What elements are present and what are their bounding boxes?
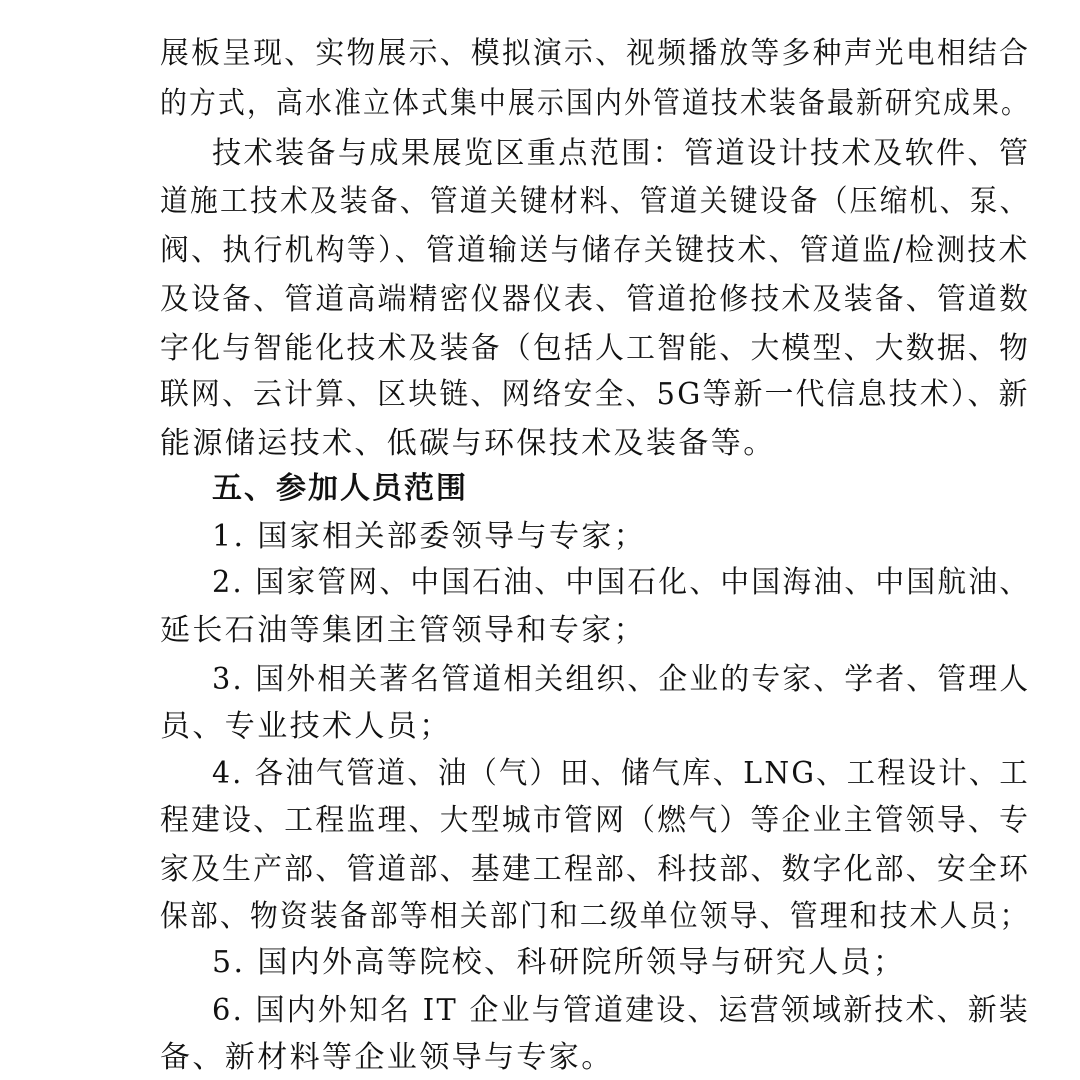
- text-line: 的方式，高水准立体式集中展示国内外管道技术装备最新研究成果。: [160, 86, 1031, 121]
- text-line: 阀、执行机构等）、管道输送与储存关键技术、管道监/检测技术: [160, 233, 1030, 268]
- list-item-continuation: 保部、物资装备部等相关部门和二级单位领导、管理和技术人员；: [160, 899, 1030, 934]
- text-line: 联网、云计算、区块链、网络安全、5G等新一代信息技术）、新: [160, 377, 1030, 412]
- list-item: 2. 国家管网、中国石油、中国石化、中国海油、中国航油、: [212, 565, 1031, 600]
- list-item-continuation: 家及生产部、管道部、基建工程部、科技部、数字化部、安全环: [160, 852, 1031, 887]
- list-item: 1. 国家相关部委领导与专家；: [212, 519, 647, 554]
- list-item-continuation: 备、新材料等企业领导与专家。: [160, 1040, 614, 1075]
- list-item: 4. 各油气管道、油（气）田、储气库、LNG、工程设计、工: [212, 756, 1030, 791]
- text-line: 能源储运技术、低碳与环保技术及装备等。: [160, 426, 776, 461]
- text-line: 展板呈现、实物展示、模拟演示、视频播放等多种声光电相结合: [160, 36, 1031, 71]
- list-item: 3. 国外相关著名管道相关组织、企业的专家、学者、管理人: [212, 662, 1031, 697]
- text-line: 技术装备与成果展览区重点范围：管道设计技术及软件、管: [212, 136, 1031, 171]
- list-item-continuation: 延长石油等集团主管领导和专家；: [160, 613, 646, 648]
- text-line: 道施工技术及装备、管道关键材料、管道关键设备（压缩机、泵、: [160, 184, 1030, 219]
- list-item-continuation: 员、专业技术人员；: [160, 709, 452, 744]
- section-heading: 五、参加人员范围: [212, 471, 468, 506]
- text-line: 字化与智能化技术及装备（包括人工智能、大模型、大数据、物: [160, 331, 1031, 366]
- list-item-continuation: 程建设、工程监理、大型城市管网（燃气）等企业主管领导、专: [160, 803, 1031, 838]
- list-item: 6. 国内外知名 IT 企业与管道建设、运营领域新技术、新装: [212, 993, 1031, 1028]
- text-line: 及设备、管道高端精密仪器仪表、管道抢修技术及装备、管道数: [160, 282, 1031, 317]
- list-item: 5. 国内外高等院校、科研院所领导与研究人员；: [212, 945, 906, 980]
